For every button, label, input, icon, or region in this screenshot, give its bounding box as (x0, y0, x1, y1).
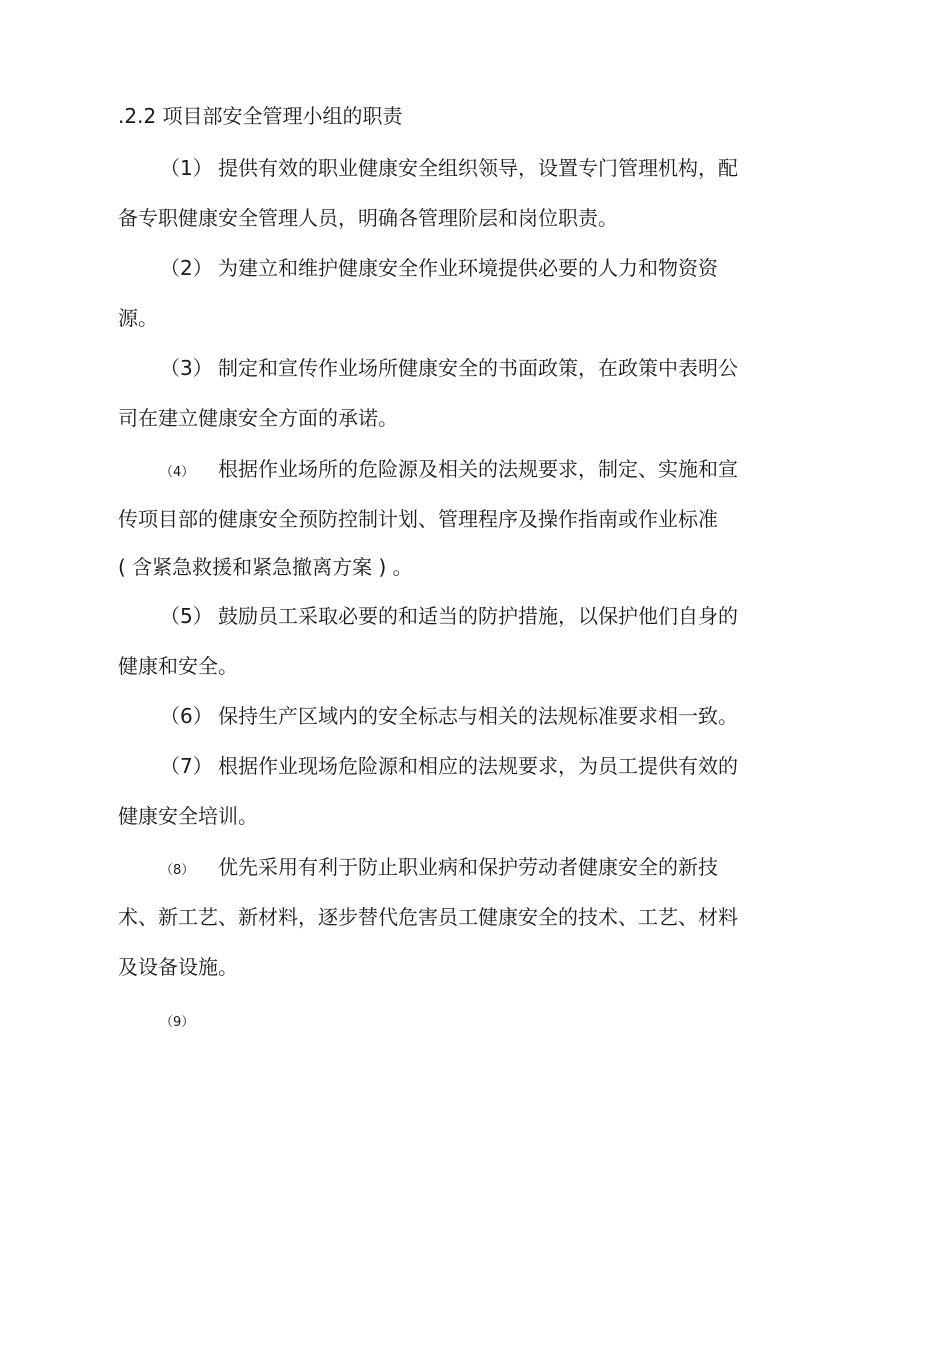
item-7-continuation: 健康安全培训。 (118, 804, 258, 828)
item-text: 优先采用有利于防止职业病和保护劳动者健康安全的新技 (218, 855, 718, 879)
item-text: 根据作业现场危险源和相应的法规要求，为员工提供有效的 (218, 754, 738, 778)
item-number: （8） (160, 863, 195, 878)
item-8-continuation: 术、新工艺、新材料，逐步替代危害员工健康安全的技术、工艺、材料 (118, 905, 738, 929)
list-item-9 (160, 1007, 218, 1035)
item-4-continuation: ( 含紧急救援和紧急撤离方案 ) 。 (118, 555, 413, 579)
item-2-continuation: 源。 (118, 306, 158, 330)
item-number: （1） (160, 156, 213, 180)
item-number: （7） (160, 754, 213, 778)
item-text: 为建立和维护健康安全作业环境提供必要的人力和物资资 (218, 256, 718, 280)
list-item-4 (160, 457, 738, 485)
list-item-5 (160, 604, 738, 628)
item-text: 制定和宣传作业场所健康安全的书面政策，在政策中表明公 (218, 356, 738, 380)
item-3-continuation: 司在建立健康安全方面的承诺。 (118, 406, 398, 430)
item-number: （5） (160, 604, 213, 628)
item-1-continuation: 备专职健康安全管理人员，明确各管理阶层和岗位职责。 (118, 206, 618, 230)
item-number: （4） (160, 465, 195, 480)
section-heading: .2.2 项目部安全管理小组的职责 (118, 104, 403, 128)
list-item-2 (160, 256, 718, 280)
item-5-continuation: 健康和安全。 (118, 654, 238, 678)
item-text: 提供有效的职业健康安全组织领导，设置专门管理机构，配 (218, 156, 738, 180)
list-item-3 (160, 356, 738, 380)
list-item-6 (160, 704, 738, 728)
item-number: （3） (160, 356, 213, 380)
item-text: 保持生产区域内的安全标志与相关的法规标准要求相一致。 (218, 704, 738, 728)
list-item-1 (160, 156, 738, 180)
item-number: （2） (160, 256, 213, 280)
item-8-continuation: 及设备设施。 (118, 955, 238, 979)
item-text: 鼓励员工采取必要的和适当的防护措施，以保护他们自身的 (218, 604, 738, 628)
item-number: （9） (160, 1015, 195, 1030)
list-item-7 (160, 754, 738, 778)
item-4-continuation: 传项目部的健康安全预防控制计划、管理程序及操作指南或作业标准 (118, 507, 718, 531)
item-number: （6） (160, 704, 213, 728)
item-text: 根据作业场所的危险源及相关的法规要求，制定、实施和宣 (218, 457, 738, 481)
list-item-8 (160, 855, 718, 883)
